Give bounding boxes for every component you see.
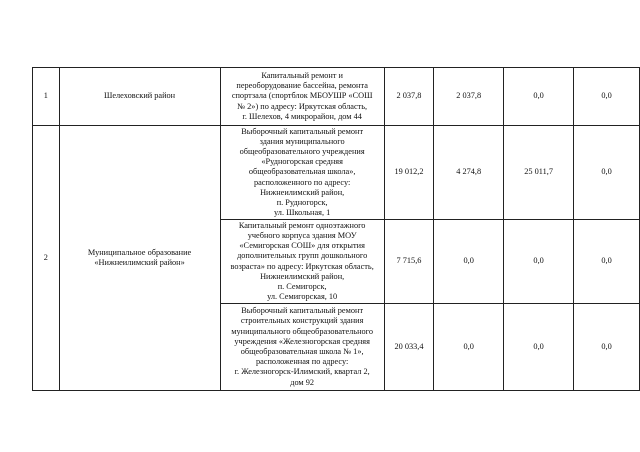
value-cell: 0,0: [574, 304, 640, 391]
value-cell: 0,0: [574, 126, 640, 220]
total-amount: 19 012,2: [384, 126, 433, 220]
total-amount: 2 037,8: [384, 68, 433, 126]
value-cell: 0,0: [504, 68, 574, 126]
table-row: [33, 126, 640, 220]
document-table: [32, 67, 640, 391]
district-name: Муниципальное образование «Нижнеилимский район»: [59, 126, 220, 391]
total-amount: 7 715,6: [384, 220, 433, 304]
work-description: Капитальный ремонт одноэтажного учебного корпуса здания МОУ «Семигорская СОШ» для открытия дополнительных групп дошкольного возраста» по адресу: Иркутская область, Нижнеилимский район, п. Семигорск, ул. Семигорская, 10: [220, 220, 384, 304]
work-description: Выборочный капитальный ремонт строительных конструкций здания муниципального общеобразовательного учреждения «Железногорская средняя общеобразовательная школа № 1», расположенная по адресу: г. Железногорск-Илимский, квартал 2, дом 92: [220, 304, 384, 391]
value-cell: 0,0: [574, 68, 640, 126]
work-description: Выборочный капитальный ремонт здания муниципального общеобразовательного учреждения «Рудногорская средняя общеобразовательная школа», расположенного по адресу: Нижнеилимский район, п. Рудногорск, ул. Школьная, 1: [220, 126, 384, 220]
row-number: 1: [33, 68, 60, 126]
value-cell: 4 274,8: [434, 126, 504, 220]
district-name: Шелеховский район: [59, 68, 220, 126]
value-cell: 0,0: [504, 304, 574, 391]
work-description: Капитальный ремонт и переоборудование бассейна, ремонта спортзала (спортблок МБОУШР «СОШ № 2») по адресу: Иркутская область, г. Шелехов, 4 микрорайон, дом 44: [220, 68, 384, 126]
row-number: 2: [33, 126, 60, 391]
value-cell: 2 037,8: [434, 68, 504, 126]
value-cell: 0,0: [434, 304, 504, 391]
value-cell: 0,0: [504, 220, 574, 304]
value-cell: 0,0: [434, 220, 504, 304]
total-amount: 20 033,4: [384, 304, 433, 391]
table-row: [33, 68, 640, 126]
value-cell: 25 011,7: [504, 126, 574, 220]
value-cell: 0,0: [574, 220, 640, 304]
